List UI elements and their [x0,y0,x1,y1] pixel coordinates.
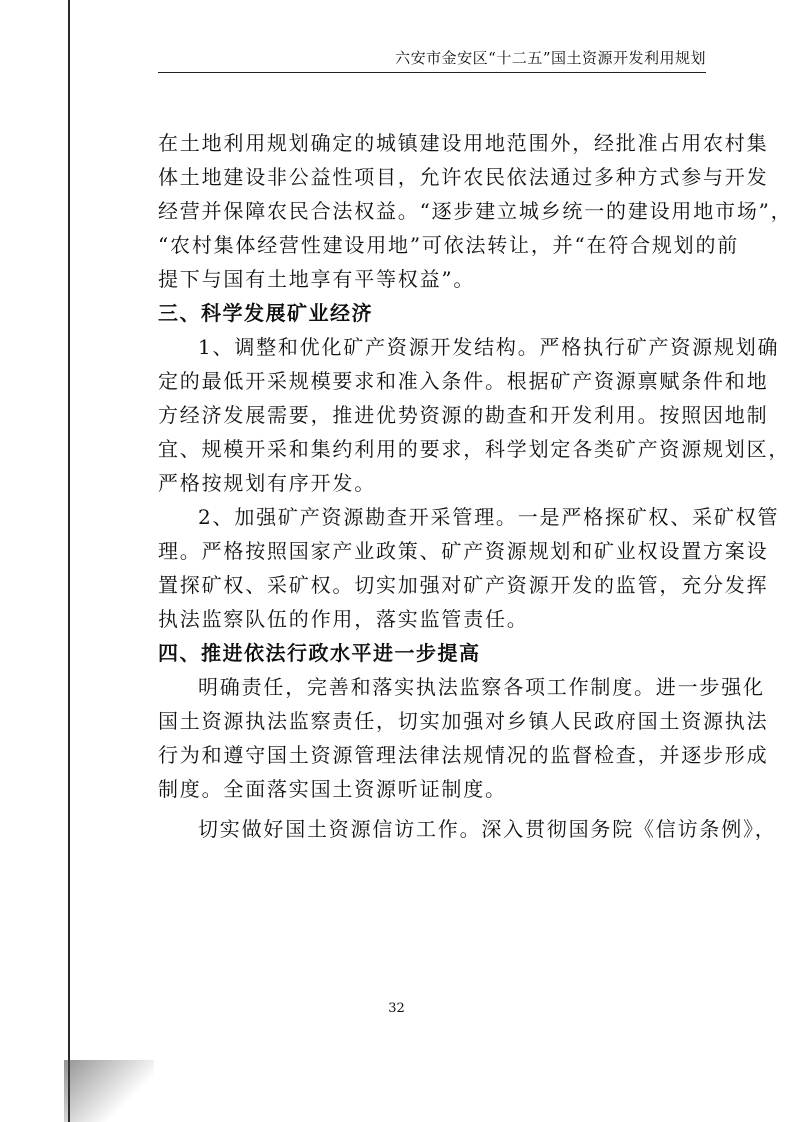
text-line: 国土资源执法监察责任，切实加强对乡镇人民政府国土资源执法 [158,709,769,733]
section-heading: 四、推进依法行政水平进一步提高 [158,641,481,665]
text-line: 提下与国有土地享有平等权益”。 [158,267,476,291]
paragraph [158,812,777,846]
scan-shadow [64,1060,154,1122]
text-line: 在土地利用规划确定的城镇建设用地范围外，经批准占用农村集 [158,131,769,155]
paragraph-continuation [158,126,793,296]
running-header: 六安市金安区“十二五”国土资源开发利用规划 [395,49,706,67]
text-line: 方经济发展需要，推进优势资源的勘查和开发利用。按照因地制 [158,403,769,427]
paragraph [158,500,780,636]
text-line: “农村集体经营性建设用地”可依法转让，并“在符合规划的前 [158,233,740,257]
text-line: 1、调整和优化矿产资源开发结构。严格执行矿产资源规划确 [198,335,780,359]
document-body [158,126,793,846]
paragraph [158,670,769,806]
text-line: 体土地建设非公益性项目，允许农民依法通过多种方式参与开发 [158,165,769,189]
text-line: 宜、规模开采和集约利用的要求，科学划定各类矿产资源规划区， [158,437,791,461]
section-heading: 三、科学发展矿业经济 [158,301,373,325]
text-line: 明确责任，完善和落实执法监察各项工作制度。进一步强化 [198,675,765,699]
binding-edge-line [68,0,70,1122]
paragraph [158,330,791,500]
text-line: 执法监察队伍的作用，落实监管责任。 [158,607,529,631]
text-line: 理。严格按照国家产业政策、矿产资源规划和矿业权设置方案设 [158,539,769,563]
text-line: 定的最低开采规模要求和准入条件。根据矿产资源禀赋条件和地 [158,369,769,393]
text-line: 切实做好国土资源信访工作。深入贯彻国务院《信访条例》， [198,817,777,841]
text-line: 制度。全面落实国土资源听证制度。 [158,777,507,801]
text-line: 置探矿权、采矿权。切实加强对矿产资源开发的监管，充分发挥 [158,573,769,597]
text-line: 行为和遵守国土资源管理法律法规情况的监督检查，并逐步形成 [158,743,769,767]
text-line: 2、加强矿产资源勘查开采管理。一是严格探矿权、采矿权管 [198,505,780,529]
header-rule [158,72,706,73]
text-line: 严格按规划有序开发。 [158,471,376,495]
text-line: 经营并保障农民合法权益。“逐步建立城乡统一的建设用地市场”， [158,199,793,223]
page-number: 32 [388,1001,405,1016]
